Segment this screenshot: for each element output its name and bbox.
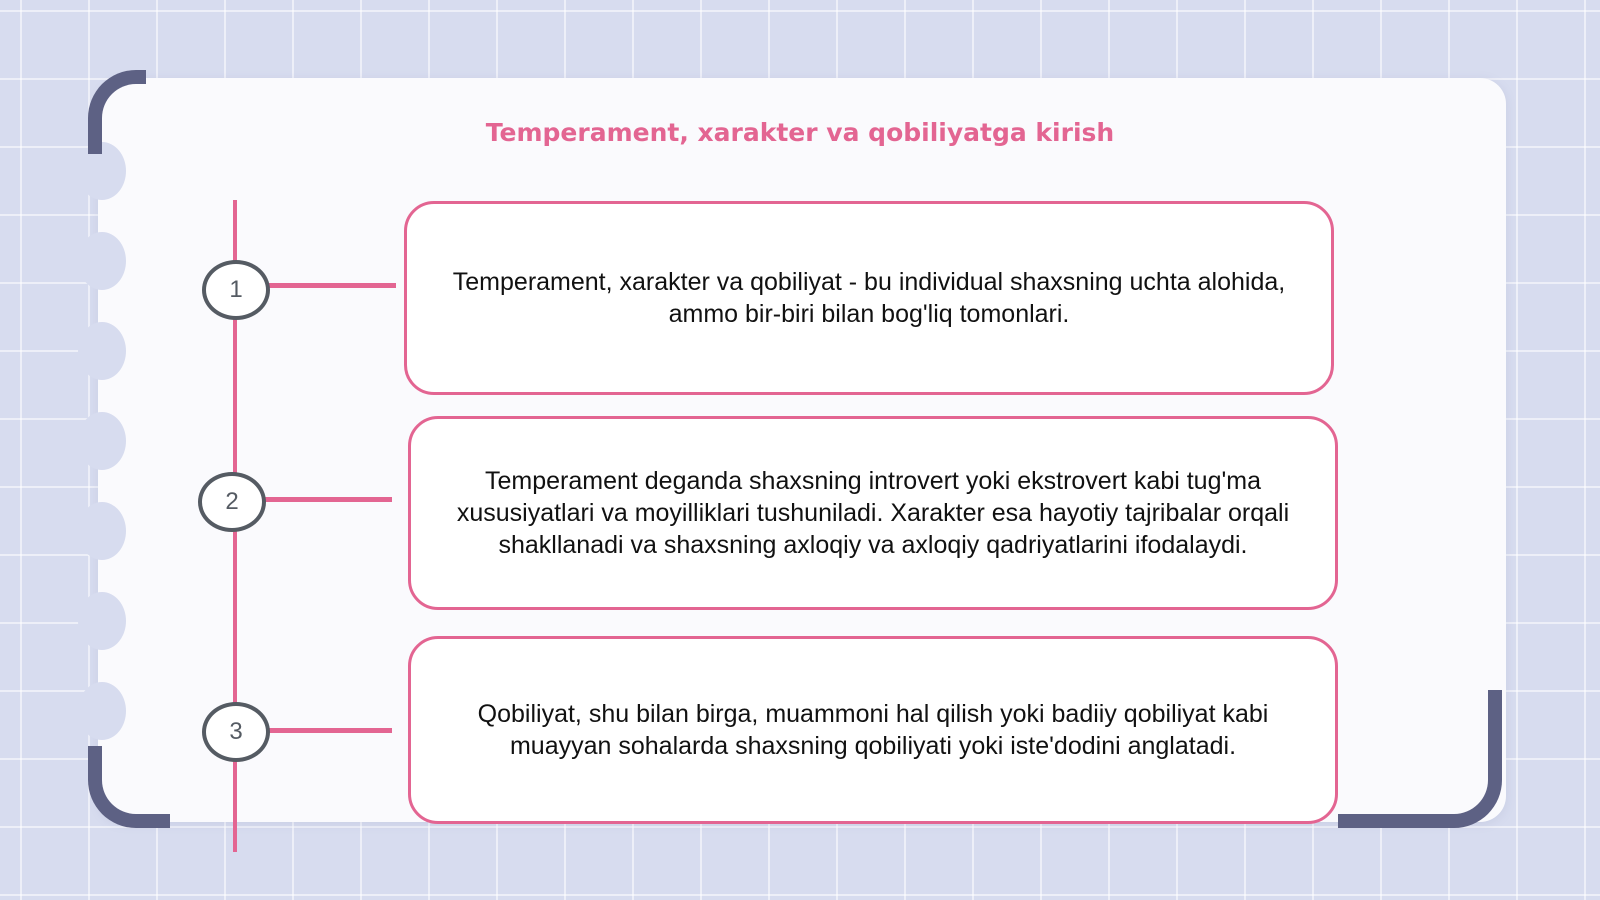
edge-scallop — [78, 232, 126, 290]
edge-scallop — [78, 412, 126, 470]
edge-scallop — [78, 682, 126, 740]
step-text-2: Temperament deganda shaxsning introvert yoki ekstrovert kabi tug'ma xususiyatlari va moyilliklari tushuniladi. Xarakter esa hayotiy tajribalar orqali shakllanadi va shaxsning axloqiy va axloqiy qadriyatlarini ifodalaydi. — [456, 467, 1290, 559]
corner-bracket-bottom-right — [1338, 690, 1502, 828]
step-number-3: 3 — [202, 702, 270, 762]
connector-1 — [266, 283, 396, 288]
connector-2 — [264, 497, 392, 502]
step-box-3 — [408, 636, 1338, 824]
step-number-1: 1 — [202, 260, 270, 320]
step-text-1: Temperament, xarakter va qobiliyat - bu individual shaxsning uchta alohida, ammo bir-biri bilan bog'liq tomonlari. — [452, 268, 1286, 328]
step-box-1 — [404, 201, 1334, 395]
step-number-2: 2 — [198, 472, 266, 532]
edge-scallop — [78, 502, 126, 560]
edge-scallop — [78, 322, 126, 380]
step-text-3: Qobiliyat, shu bilan birga, muammoni hal qilish yoki badiiy qobiliyat kabi muayyan sohalarda shaxsning qobiliyati yoki iste'dodini anglatadi. — [477, 700, 1269, 760]
edge-scallop — [78, 592, 126, 650]
corner-bracket-bottom-left — [88, 746, 170, 828]
connector-3 — [266, 728, 392, 733]
step-box-2 — [408, 416, 1338, 610]
slide-title: Temperament, xarakter va qobiliyatga kirish — [485, 118, 1115, 147]
